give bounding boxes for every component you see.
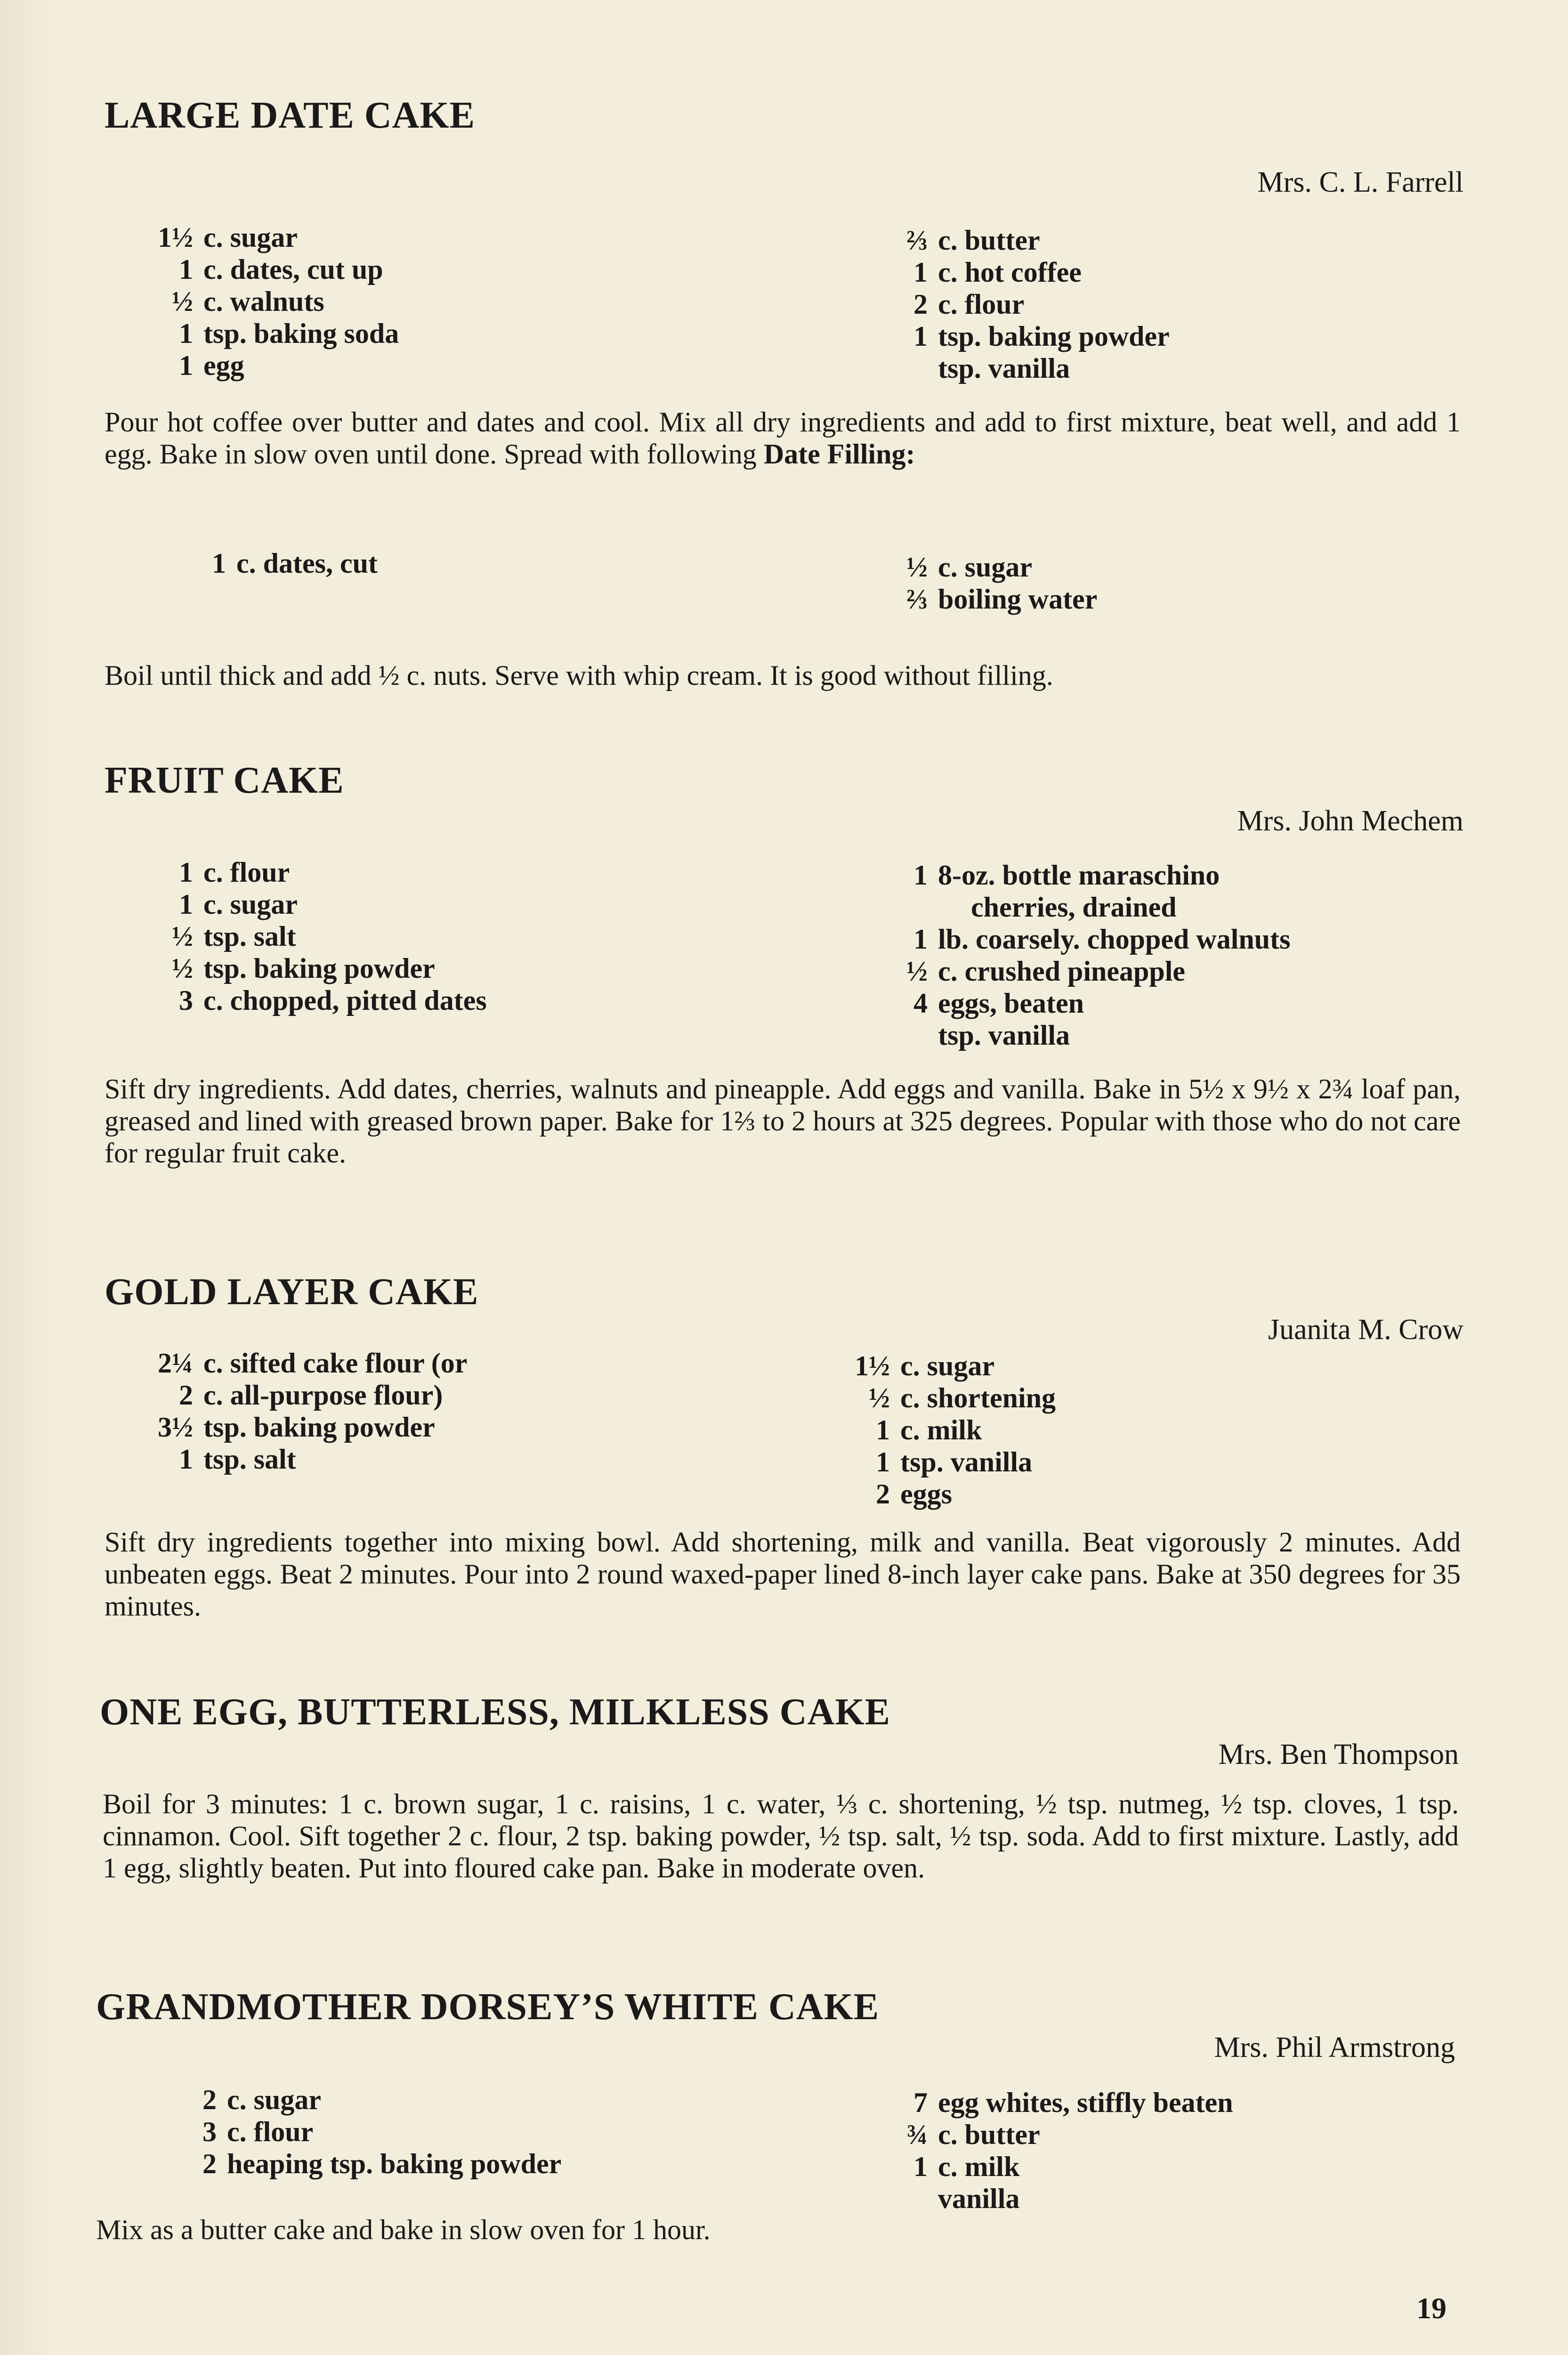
ingredient-row bbox=[838, 2151, 1497, 2183]
ingredient-quantity: ½ bbox=[869, 1382, 890, 1413]
ingredient-text: c. sugar bbox=[227, 2084, 321, 2115]
ingredients-right bbox=[838, 859, 1497, 1051]
page-shadow bbox=[0, 0, 57, 2355]
ingredient-row bbox=[800, 1382, 1460, 1414]
ingredient-quantity: 1 bbox=[876, 1414, 890, 1445]
ingredient-quantity: ¾ bbox=[906, 2119, 928, 2150]
recipe-author: Mrs. Phil Armstrong bbox=[1214, 2031, 1455, 2063]
ingredient-text: eggs, beaten bbox=[938, 988, 1084, 1019]
recipe-method: Sift dry ingredients. Add dates, cherries, walnuts and pineapple. Add eggs and vanilla. Bake in 5½ x 9½ x 2¾ loaf pan, greased and lined with greased brown paper. Bake for 1⅔ to 2 hours at 325 degrees. Popular with those who do not care for regular fruit cake. bbox=[105, 1073, 1461, 1169]
ingredient-text: c. hot coffee bbox=[938, 257, 1082, 288]
ingredient-text: c. butter bbox=[938, 225, 1040, 256]
ingredient-quantity bbox=[838, 352, 938, 384]
ingredient-quantity: 1 bbox=[913, 2151, 928, 2182]
ingredient-quantity: 1 bbox=[212, 548, 226, 579]
ingredient-quantity: ⅔ bbox=[906, 225, 928, 256]
ingredient-row bbox=[800, 1478, 1460, 1510]
ingredient-row bbox=[838, 987, 1497, 1019]
ingredient-quantity: 1 bbox=[876, 1446, 890, 1478]
ingredient-quantity: 1 bbox=[913, 257, 928, 288]
ingredient-row bbox=[104, 317, 763, 349]
ingredient-quantity: ⅔ bbox=[906, 584, 928, 615]
ingredient-quantity: 3 bbox=[179, 985, 193, 1016]
ingredient-row bbox=[127, 2116, 786, 2148]
recipe-author: Mrs. John Mechem bbox=[1237, 805, 1463, 837]
ingredient-row bbox=[838, 320, 1474, 352]
ingredient-row bbox=[838, 583, 1474, 615]
recipe-method: Sift dry ingredients together into mixing bowl. Add shortening, milk and vanilla. Beat vigorously 2 minutes. Add unbeaten eggs. Beat 2 minutes. Pour into 2 round waxed-paper lined 8-inch layer cake pans. Bake at 350 degrees for 35 minutes. bbox=[105, 1527, 1461, 1622]
recipe-method: Boil for 3 minutes: 1 c. brown sugar, 1 c. raisins, 1 c. water, ⅓ c. shortening, ½ tsp. nutmeg, ½ tsp. cloves, 1 tsp. cinnamon. Cool. Sift together 2 c. flour, 2 tsp. baking powder, ½ tsp. salt, ½ tsp. soda. Add to first mixture. Lastly, add 1 egg, slightly beaten. Put into floured cake pan. Bake in moderate oven. bbox=[103, 1788, 1459, 1884]
ingredient-row bbox=[800, 1414, 1460, 1446]
ingredient-text: eggs bbox=[900, 1478, 952, 1510]
ingredient-text: tsp. baking powder bbox=[938, 321, 1170, 352]
ingredient-row bbox=[104, 349, 763, 382]
ingredient-text: c. flour bbox=[227, 2116, 314, 2147]
ingredients-right bbox=[838, 2087, 1497, 2215]
filling-method: Boil until thick and add ½ c. nuts. Serve with whip cream. It is good without filling. bbox=[105, 660, 1053, 691]
ingredient-row bbox=[838, 923, 1497, 955]
ingredient-text: tsp. vanilla bbox=[900, 1446, 1033, 1478]
ingredient-row bbox=[800, 1446, 1460, 1478]
recipe-author: Mrs. C. L. Farrell bbox=[1257, 166, 1463, 198]
filling-right bbox=[838, 551, 1474, 615]
recipe-title: GRANDMOTHER DORSEY’S WHITE CAKE bbox=[96, 1986, 880, 2028]
ingredient-row bbox=[838, 955, 1497, 987]
ingredient-text: cherries, drained bbox=[971, 892, 1177, 923]
ingredient-row bbox=[104, 920, 763, 952]
ingredient-text: egg bbox=[203, 350, 244, 381]
ingredient-row bbox=[838, 1019, 1497, 1051]
ingredient-row bbox=[838, 2183, 1497, 2215]
ingredient-text: c. sugar bbox=[203, 222, 298, 253]
ingredient-text: tsp. vanilla bbox=[938, 1020, 1070, 1051]
ingredient-quantity: ½ bbox=[906, 552, 928, 583]
ingredient-quantity: 1 bbox=[179, 1444, 193, 1475]
ingredient-row bbox=[127, 2148, 786, 2180]
ingredient-quantity: 1 bbox=[179, 889, 193, 920]
ingredient-text: vanilla bbox=[938, 2183, 1020, 2214]
ingredient-text: tsp. baking powder bbox=[203, 953, 435, 984]
ingredient-row bbox=[104, 856, 763, 888]
ingredients-right bbox=[838, 224, 1474, 384]
recipe-title: GOLD LAYER CAKE bbox=[105, 1271, 479, 1313]
ingredients-left bbox=[104, 856, 763, 1016]
ingredient-row bbox=[104, 253, 763, 285]
ingredient-row bbox=[838, 224, 1474, 256]
recipe-title: FRUIT CAKE bbox=[105, 760, 344, 801]
filling-left bbox=[137, 547, 796, 579]
ingredient-text: c. sugar bbox=[203, 889, 298, 920]
ingredient-quantity: 4 bbox=[913, 988, 928, 1019]
ingredient-row bbox=[838, 352, 1474, 384]
ingredient-row bbox=[838, 256, 1474, 288]
recipe-title: ONE EGG, BUTTERLESS, MILKLESS CAKE bbox=[100, 1691, 890, 1733]
ingredient-quantity: 3 bbox=[202, 2116, 217, 2147]
ingredient-text: tsp. baking soda bbox=[203, 318, 399, 349]
ingredient-row bbox=[104, 1379, 763, 1411]
ingredient-text: boiling water bbox=[938, 584, 1098, 615]
ingredients-left bbox=[104, 1347, 763, 1475]
ingredient-row bbox=[838, 288, 1474, 320]
ingredient-text: c. sifted cake flour (or bbox=[203, 1348, 468, 1379]
ingredient-text: tsp. vanilla bbox=[938, 353, 1070, 384]
ingredient-text: c. dates, cut up bbox=[203, 254, 383, 285]
ingredient-row bbox=[838, 2119, 1497, 2151]
ingredient-quantity: 2 bbox=[876, 1478, 890, 1510]
ingredient-text: c. crushed pineapple bbox=[938, 956, 1186, 987]
ingredient-quantity bbox=[838, 891, 938, 923]
ingredients-left bbox=[104, 221, 763, 382]
ingredient-quantity: ½ bbox=[172, 953, 193, 984]
ingredient-row bbox=[127, 2084, 786, 2116]
ingredient-row bbox=[104, 1347, 763, 1379]
recipe-author: Mrs. Ben Thompson bbox=[1218, 1738, 1459, 1770]
ingredient-text: c. sugar bbox=[900, 1350, 994, 1381]
ingredient-quantity: 7 bbox=[913, 2087, 928, 2118]
ingredient-quantity: 1 bbox=[913, 321, 928, 352]
ingredient-text: tsp. salt bbox=[203, 1444, 296, 1475]
ingredient-quantity: 2 bbox=[202, 2084, 217, 2115]
ingredient-text: egg whites, stiffly beaten bbox=[938, 2087, 1233, 2118]
ingredient-quantity: 1 bbox=[913, 860, 928, 891]
ingredient-text: tsp. salt bbox=[203, 921, 296, 952]
ingredient-quantity: 2 bbox=[179, 1380, 193, 1411]
recipe-method: Pour hot coffee over butter and dates and cool. Mix all dry ingredients and add to first mixture, beat well, and add 1 egg. Bake in slow oven until done. Spread with following Date Filling: bbox=[105, 406, 1461, 470]
ingredient-row bbox=[838, 551, 1474, 583]
ingredients-right bbox=[800, 1350, 1460, 1510]
ingredient-row bbox=[104, 888, 763, 920]
ingredient-text: c. butter bbox=[938, 2119, 1040, 2150]
ingredient-text: c. sugar bbox=[938, 552, 1032, 583]
ingredient-row bbox=[800, 1350, 1460, 1382]
ingredient-quantity: 2 bbox=[913, 289, 928, 320]
ingredient-row bbox=[104, 285, 763, 317]
ingredient-quantity: 1 bbox=[179, 350, 193, 381]
ingredient-row bbox=[104, 1443, 763, 1475]
ingredient-text: c. shortening bbox=[900, 1382, 1056, 1413]
ingredient-row bbox=[838, 891, 1497, 923]
ingredient-quantity: 1 bbox=[179, 857, 193, 888]
ingredient-text: c. walnuts bbox=[203, 286, 324, 317]
ingredient-row bbox=[104, 221, 763, 253]
recipe-method: Mix as a butter cake and bake in slow oven for 1 hour. bbox=[96, 2214, 711, 2245]
recipe-author: Juanita M. Crow bbox=[1268, 1314, 1463, 1346]
ingredient-quantity: 1 bbox=[179, 254, 193, 285]
ingredient-text: lb. coarsely. chopped walnuts bbox=[938, 924, 1291, 955]
ingredient-row bbox=[104, 984, 763, 1016]
ingredient-text: c. chopped, pitted dates bbox=[203, 985, 487, 1016]
ingredient-quantity: 2 bbox=[202, 2148, 217, 2179]
ingredient-quantity bbox=[838, 1019, 938, 1051]
ingredient-quantity: 2¼ bbox=[158, 1348, 193, 1379]
ingredient-text: c. milk bbox=[900, 1414, 982, 1445]
ingredient-text: tsp. baking powder bbox=[203, 1412, 435, 1443]
ingredient-text: 8-oz. bottle maraschino bbox=[938, 860, 1220, 891]
ingredient-quantity: ½ bbox=[906, 956, 928, 987]
ingredient-row bbox=[104, 952, 763, 984]
ingredient-quantity: 1 bbox=[913, 924, 928, 955]
ingredient-quantity bbox=[838, 2183, 938, 2215]
ingredient-text: heaping tsp. baking powder bbox=[227, 2148, 562, 2179]
ingredient-quantity: 1 bbox=[179, 318, 193, 349]
ingredient-text: c. milk bbox=[938, 2151, 1020, 2182]
ingredient-text: c. flour bbox=[203, 857, 290, 888]
ingredient-text: c. dates, cut bbox=[236, 548, 378, 579]
ingredient-text: c. flour bbox=[938, 289, 1025, 320]
ingredients-left bbox=[127, 2084, 786, 2180]
ingredient-row bbox=[137, 547, 796, 579]
ingredient-quantity: 1½ bbox=[855, 1350, 890, 1381]
ingredient-row bbox=[838, 2087, 1497, 2119]
ingredient-quantity: 3½ bbox=[158, 1412, 193, 1443]
ingredient-row bbox=[104, 1411, 763, 1443]
recipe-title: LARGE DATE CAKE bbox=[105, 95, 475, 136]
ingredient-text: c. all-purpose flour) bbox=[203, 1380, 443, 1411]
ingredient-quantity: 1½ bbox=[158, 222, 193, 253]
ingredient-quantity: ½ bbox=[172, 286, 193, 317]
ingredient-quantity: ½ bbox=[172, 921, 193, 952]
ingredient-row bbox=[838, 859, 1497, 891]
page-number: 19 bbox=[1416, 2291, 1447, 2325]
